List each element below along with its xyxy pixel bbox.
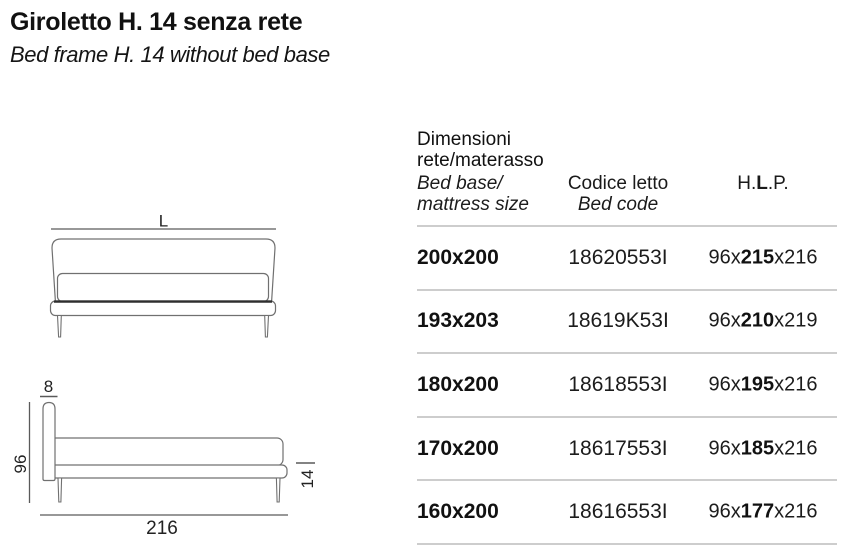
hlp-value xyxy=(693,310,833,333)
hlp-value xyxy=(693,437,833,460)
bed-front-view-diagram xyxy=(40,210,290,342)
hlp-header-pre: H. xyxy=(737,173,757,194)
hlp-post: x216 xyxy=(774,373,818,396)
hlp-header-bold: L xyxy=(756,173,768,194)
bed-code-value: 18617553I xyxy=(568,436,668,460)
column-header-code xyxy=(548,173,688,215)
hlp-post: x216 xyxy=(774,246,818,269)
page-subtitle: Bed frame H. 14 without bed base xyxy=(10,42,330,67)
hlp-value xyxy=(693,373,833,396)
side-headboard-outline xyxy=(43,403,55,481)
table-row xyxy=(417,227,837,291)
table-row xyxy=(417,418,837,482)
hlp-pre: 96x xyxy=(708,500,741,523)
hlp-value xyxy=(693,501,833,524)
front-left-leg xyxy=(58,316,62,338)
code-header-it: Codice letto xyxy=(567,173,669,194)
side-headboard-depth-label: 8 xyxy=(43,377,54,396)
side-length-dimension-label: 216 xyxy=(146,518,178,539)
size-value: 200x200 xyxy=(417,245,499,269)
hlp-bold: 215 xyxy=(740,246,775,269)
hlp-pre: 96x xyxy=(708,246,741,269)
table-row xyxy=(417,354,837,418)
size-header-en-line1: Bed base/ xyxy=(417,173,503,194)
page-title: Giroletto H. 14 senza rete xyxy=(10,8,303,36)
size-value: 170x200 xyxy=(417,436,499,460)
size-header-it-line1: Dimensioni xyxy=(417,129,511,150)
side-rail-outline xyxy=(50,465,287,478)
hlp-header-post: .P. xyxy=(767,173,789,194)
hlp-post: x216 xyxy=(774,437,818,460)
side-left-leg xyxy=(58,478,62,502)
hlp-post: x219 xyxy=(774,309,818,332)
side-frame-height-label: 14 xyxy=(298,469,317,489)
bed-code-value: 18618553I xyxy=(568,372,668,396)
size-value: 180x200 xyxy=(417,372,499,396)
hlp-post: x216 xyxy=(774,500,818,523)
hlp-value xyxy=(693,246,833,269)
side-height-dimension-label: 96 xyxy=(11,454,30,474)
table-row xyxy=(417,291,837,355)
size-header-en-line2: mattress size xyxy=(417,193,529,215)
front-width-dimension-label: L xyxy=(158,211,169,231)
size-value: 193x203 xyxy=(417,309,499,333)
bed-code-value: 18616553I xyxy=(568,500,668,524)
front-right-leg xyxy=(265,316,269,338)
bed-code-value: 18620553I xyxy=(568,245,668,269)
size-header-it-line2: rete/materasso xyxy=(417,149,544,171)
bed-side-view-diagram xyxy=(10,372,330,544)
size-value: 160x200 xyxy=(417,500,499,524)
hlp-bold: 185 xyxy=(740,437,775,460)
table-row xyxy=(417,481,837,545)
side-right-leg xyxy=(276,478,280,502)
hlp-pre: 96x xyxy=(708,437,741,460)
spec-table xyxy=(417,128,837,545)
title-block xyxy=(10,7,330,68)
side-mattress-outline xyxy=(50,438,283,466)
column-header-size xyxy=(417,130,544,215)
hlp-bold: 195 xyxy=(740,373,775,396)
front-mattress-outline xyxy=(58,274,269,302)
front-rail-outline xyxy=(51,301,276,316)
hlp-bold: 210 xyxy=(740,309,775,332)
hlp-bold: 177 xyxy=(740,500,775,523)
hlp-pre: 96x xyxy=(708,373,741,396)
spec-table-header xyxy=(417,128,837,227)
bed-code-value: 18619K53I xyxy=(567,309,669,333)
column-header-hlp xyxy=(693,173,833,195)
hlp-pre: 96x xyxy=(708,309,741,332)
code-header-en: Bed code xyxy=(577,194,659,215)
